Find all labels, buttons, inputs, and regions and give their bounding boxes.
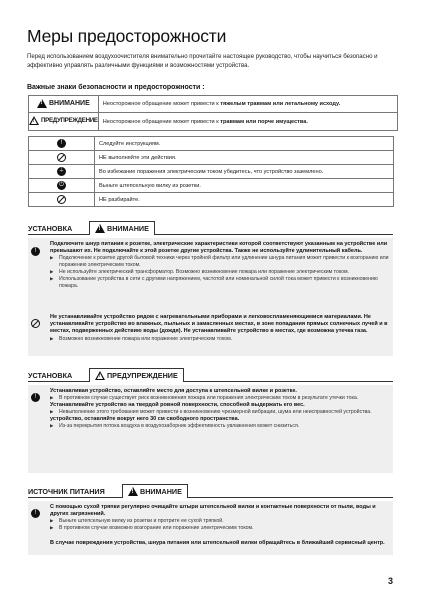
instruction-bold: С помощью сухой тряпки регулярно очищайте штыри штепсельной вилки и контактные поверхности от пыли, воды и других загрязнений.: [50, 504, 376, 518]
sign-row: НЕ выполняйте эти действия.: [95, 151, 394, 165]
sign-row: Выньте штепсельную вилку из розетки.: [95, 179, 394, 193]
warning-triangle-icon: [95, 224, 105, 233]
instruction-bold: Устанавливая устройство, оставляйте место для доступа к штепсельной вилке и розетке.: [50, 388, 297, 394]
section-label-text: ПРЕДУПРЕЖДЕНИЕ: [107, 371, 178, 380]
sign-row: Следуйте инструкциям.: [95, 137, 394, 151]
instruction-bold: Не устанавливайте устройство рядом с нагревательными приборами и легковоспламеняющимися материалами. Не устанавливайте устройство во влажных, пыльных и замасленных местах, в зоне попадания прямых солнечных лучей и в местах, подверженных действию воды (дождя). Не устанавливайте устройство в местах, где возможна утечка газа.: [50, 314, 388, 335]
exclamation-icon: !: [31, 247, 40, 256]
prohibited-icon: [57, 153, 66, 162]
section-label: [89, 221, 155, 235]
list-item: ▶ Подключение к розетке другой бытовой техники через тройной фильтр или удлинение шнура питания может привести к возгоранию или поражению электрическим током.: [50, 255, 389, 269]
page-title: Меры предосторожности: [27, 26, 227, 46]
exclamation-icon: !: [31, 509, 40, 518]
section-label: [89, 368, 184, 382]
section-label: [122, 484, 188, 498]
instruction-bold: устройство, оставляйте вокруг него 30 см свободного пространства.: [50, 416, 240, 422]
warning-triangle-icon: [37, 99, 47, 108]
list-item: ▶ Не используйте электрический трансформатор. Возможно возникновение пожара или поражение электрическим током.: [50, 269, 389, 276]
caution-triangle-icon: [29, 116, 39, 125]
intro-text: Перед использованием воздухоочистителя внимательно прочитайте настоящее руководство, чтобы научиться безопасно и эффективно управлять различными функциями и возможностями устройства.: [27, 53, 378, 69]
caution-text-bold: травмам или порче имущества.: [220, 118, 308, 125]
exclamation-icon: !: [31, 393, 40, 402]
list-item: ▶ В противном случае существует риск возникновения пожара или поражения электрическим током в результате утечки тока.: [50, 395, 389, 402]
section-label-text: ВНИМАНИЕ: [107, 224, 149, 233]
section-title: ИСТОЧНИК ПИТАНИЯ: [28, 487, 105, 496]
install-caution-block: [28, 385, 393, 473]
list-item: ▶ Выньте штепсельную вилку из розетки и протрите ее сухой тряпкой.: [50, 518, 389, 525]
instruction-bold: Подключите шнур питания к розетке, электрические характеристики которой соответствуют указанным на устройстве или превышают их. Не подключайте к этой розетке другие устройства. Также не используйте удлинительный кабель.: [50, 241, 388, 255]
section-install-warning: [28, 222, 393, 235]
list-item: ▶ Невыполнение этого требования может привести к возникновению чрезмерной вибрации, шума или неисправностей устройства.: [50, 409, 389, 416]
section-power-warning: [28, 485, 393, 498]
warning-text-bold: тяжелым травмам или летальному исходу.: [220, 101, 341, 107]
signs-level-table: [28, 95, 398, 131]
no-disassemble-icon: [57, 195, 66, 204]
power-warning-block: [28, 501, 393, 555]
instruction-bold: В случае повреждения устройства, шнура питания или штепсельной вилки обращайтесь в ближайший сервисный центр.: [50, 540, 385, 546]
prohibited-icon: [31, 319, 40, 328]
signs-heading: Важные знаки безопасности и предосторожности :: [27, 84, 205, 91]
ground-icon: ⏚: [58, 168, 65, 174]
warning-description: [98, 96, 397, 113]
list-item: ▶ Из-за перекрытия потока воздуха в воздухозаборник эффективность увлажнения может снизиться.: [50, 423, 389, 430]
section-title: УСТАНОВКА: [28, 371, 73, 380]
warning-text: Неосторожное обращение может привести к: [102, 101, 221, 107]
warning-label-cell: [29, 96, 99, 113]
exclamation-icon: !: [57, 139, 66, 148]
signs-symbol-table: [28, 136, 394, 207]
sign-row: НЕ разбирайте.: [95, 193, 394, 207]
warning-triangle-icon: [128, 487, 138, 496]
warning-label: ВНИМАНИЕ: [48, 99, 90, 107]
caution-label: ПРЕДУПРЕЖДЕНИЕ: [41, 117, 98, 124]
install-warning-block: [28, 238, 393, 356]
caution-text: Неосторожное обращение может привести к: [102, 118, 221, 125]
section-label-text: ВНИМАНИЕ: [140, 487, 182, 496]
sign-row: Во избежание поражения электрическим током убедитесь, что устройство заземлено.: [95, 165, 394, 179]
caution-description: [98, 113, 397, 131]
caution-label-cell: [29, 113, 99, 131]
section-install-caution: [28, 369, 393, 382]
unplug-icon: ⏻: [57, 181, 66, 190]
caution-triangle-icon: [95, 371, 105, 380]
list-item: ▶ В противном случае возможно возгорание или поражение электрическим током.: [50, 525, 389, 532]
list-item: ▶ Использование устройства в сети с другими напряжением, частотой или номинальной силой тока может привести к возникновению пожара.: [50, 276, 389, 290]
list-item: ▶ Возможно возникновение пожара или поражение электрическим током.: [50, 336, 389, 343]
section-title: УСТАНОВКА: [28, 224, 73, 233]
page-number: 3: [388, 576, 394, 586]
instruction-bold: Устанавливайте устройство на твердой ровной поверхности, способной выдержать его вес.: [50, 402, 305, 408]
